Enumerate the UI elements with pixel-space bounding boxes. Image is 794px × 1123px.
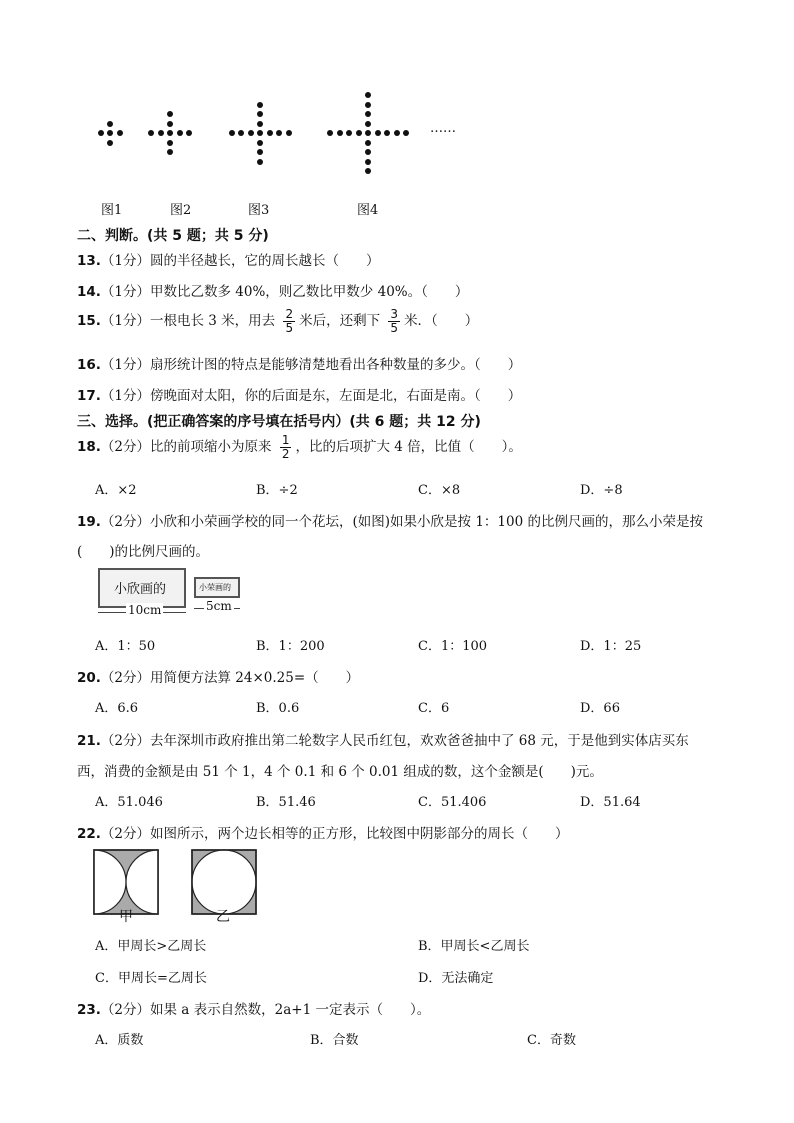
- question-17: [77, 384, 521, 404]
- option-19-c[interactable]: C．1：100: [418, 639, 488, 654]
- pattern-dot: [375, 130, 381, 136]
- fraction-denominator: 5: [285, 321, 294, 335]
- option-18-d[interactable]: D．÷8: [580, 483, 623, 498]
- option-23-a[interactable]: A．质数: [95, 1033, 144, 1048]
- figure-label-2: 图2: [170, 203, 192, 218]
- pattern-dot: [257, 140, 263, 146]
- option-20-b[interactable]: B．0.6: [256, 701, 300, 716]
- question-number: 14.: [77, 284, 101, 300]
- question-number: 19.: [77, 514, 101, 530]
- question-21-line2: 西，消费的金额是由 51 个 1，4 个 0.1 和 6 个 0.01 组成的数，这个金额是( )元。: [77, 764, 603, 780]
- option-19-b[interactable]: B．1：200: [256, 639, 325, 654]
- pattern-dot: [229, 130, 235, 136]
- question-text: ，比的后项扩大 4 倍，比值（ ）。: [295, 439, 522, 455]
- figure-label-4: 图4: [357, 203, 379, 218]
- question-number: 22.: [77, 826, 101, 842]
- pattern-dot: [167, 149, 173, 155]
- question-19-line1: [77, 510, 703, 530]
- option-23-b[interactable]: B．合数: [310, 1033, 359, 1048]
- question-14: [77, 280, 468, 300]
- option-21-a[interactable]: A．51.046: [95, 795, 163, 810]
- question-19-line2: ( )的比例尺画的。: [77, 544, 210, 560]
- pattern-dot: [167, 140, 173, 146]
- pattern-dot: [257, 159, 263, 165]
- section-title-judgement: 二、判断。(共 5 题；共 5 分): [77, 228, 269, 244]
- pattern-dot: [365, 102, 371, 108]
- question-number: 23.: [77, 1002, 101, 1018]
- pattern-dot: [384, 130, 390, 136]
- question-text: （2分）小欣和小荣画学校的同一个花坛，(如图)如果小欣是按 1：100 的比例尺画的，那么小荣是按: [100, 514, 703, 530]
- pattern-dot: [365, 149, 371, 155]
- question-text: （1分）一根电长 3 米，用去: [100, 313, 276, 329]
- option-18-a[interactable]: A．×2: [95, 483, 137, 498]
- option-22-b[interactable]: B．甲周长<乙周长: [418, 939, 530, 954]
- pattern-dot: [257, 130, 263, 136]
- pattern-dot: [107, 140, 113, 146]
- figure-label-3: 图3: [248, 203, 270, 218]
- question-15: [77, 308, 478, 335]
- pattern-dot: [158, 130, 164, 136]
- pattern-dot: [365, 111, 371, 117]
- drawing-caption: 小欣画的: [114, 582, 167, 597]
- figure-yi: [192, 850, 256, 914]
- question-number: 16.: [77, 357, 101, 373]
- figure-label-jia: 甲: [119, 909, 133, 925]
- pattern-dot: [167, 111, 173, 117]
- flowerbed-drawing-small: [194, 577, 240, 598]
- fraction-numerator: 2: [285, 307, 294, 321]
- question-text: （2分）去年深圳市政府推出第二轮数字人民币红包，欢欢爸爸抽中了 68 元，于是他到实体店买东: [100, 733, 689, 749]
- pattern-dot: [286, 130, 292, 136]
- question-text: （2分）比的前项缩小为原来: [100, 439, 272, 455]
- pattern-dot: [337, 130, 343, 136]
- question-23: [77, 998, 430, 1018]
- option-21-d[interactable]: D．51.64: [580, 795, 641, 810]
- length-label-small: 5cm: [206, 599, 232, 613]
- pattern-dot: [365, 159, 371, 165]
- question-text: （1分）傍晚面对太阳，你的后面是东，左面是北，右面是南。（ ）: [100, 388, 522, 404]
- question-number: 17.: [77, 388, 101, 404]
- pattern-dot: [117, 130, 123, 136]
- question-text: （1分）甲数比乙数多 40%，则乙数比甲数少 40%。（ ）: [100, 284, 469, 300]
- pattern-dot: [238, 130, 244, 136]
- question-text: （2分）如果 a 表示自然数，2a+1 一定表示（ ）。: [100, 1002, 431, 1018]
- shaded-squares-figure: [92, 848, 262, 928]
- question-13: [77, 249, 380, 269]
- pattern-dot: [365, 121, 371, 127]
- question-number: 20.: [77, 670, 101, 686]
- pattern-dot: [107, 121, 113, 127]
- pattern-dot: [257, 121, 263, 127]
- question-21-line1: [77, 729, 689, 749]
- question-number: 18.: [77, 439, 101, 455]
- pattern-dot: [167, 121, 173, 127]
- pattern-dot: [98, 130, 104, 136]
- option-21-b[interactable]: B．51.46: [256, 795, 316, 810]
- question-text: （1分）扇形统计图的特点是能够清楚地看出各种数量的多少。（ ）: [100, 357, 522, 373]
- option-20-a[interactable]: A．6.6: [95, 701, 139, 716]
- pattern-dot: [267, 130, 273, 136]
- flowerbed-drawing-big: [98, 568, 186, 608]
- option-20-c[interactable]: C．6: [418, 701, 450, 716]
- pattern-dot: [257, 149, 263, 155]
- question-number: 21.: [77, 733, 101, 749]
- pattern-dot: [394, 130, 400, 136]
- figure-ellipsis: ……: [430, 121, 456, 136]
- figure-jia: [94, 850, 158, 914]
- option-18-b[interactable]: B．÷2: [256, 483, 298, 498]
- pattern-dot: [346, 130, 352, 136]
- pattern-dot: [167, 130, 173, 136]
- question-text: （1分）圆的半径越长，它的周长越长（ ）: [100, 253, 380, 269]
- question-18: [77, 434, 522, 461]
- option-22-a[interactable]: A．甲周长>乙周长: [95, 939, 207, 954]
- question-text: 米后，还剩下: [299, 313, 381, 329]
- pattern-dot: [356, 130, 362, 136]
- question-text: （2分）用简便方法算 24×0.25=（ ）: [100, 670, 360, 686]
- option-18-c[interactable]: C．×8: [418, 483, 461, 498]
- question-22: [77, 822, 569, 842]
- question-20: [77, 666, 359, 686]
- option-20-d[interactable]: D．66: [580, 701, 620, 716]
- pattern-dot: [148, 130, 154, 136]
- section-title-choice: 三、选择。(把正确答案的序号填在括号内）(共 6 题；共 12 分): [77, 414, 481, 430]
- question-text: 米．（ ）: [404, 313, 479, 329]
- pattern-dot: [365, 92, 371, 98]
- fraction-denominator: 2: [281, 447, 290, 461]
- pattern-dot: [327, 130, 333, 136]
- fraction-denominator: 5: [390, 321, 399, 335]
- option-23-c[interactable]: C．奇数: [527, 1033, 576, 1048]
- figure-label-yi: 乙: [216, 909, 230, 925]
- pattern-dot: [365, 140, 371, 146]
- fraction-1-2: [280, 434, 292, 461]
- length-label-big: 10cm: [128, 603, 162, 617]
- pattern-dot: [365, 130, 371, 136]
- fraction-3-5: [388, 308, 400, 335]
- figure-label-1: 图1: [101, 203, 123, 218]
- option-19-a[interactable]: A．1：50: [95, 639, 156, 654]
- option-19-d[interactable]: D．1：25: [580, 639, 642, 654]
- pattern-dot: [186, 130, 192, 136]
- pattern-dot: [107, 130, 113, 136]
- question-16: [77, 353, 521, 373]
- option-22-d[interactable]: D．无法确定: [418, 971, 494, 986]
- fraction-numerator: 1: [281, 433, 290, 447]
- question-text: （2分）如图所示，两个边长相等的正方形，比较图中阴影部分的周长（ ）: [100, 826, 569, 842]
- pattern-dot: [257, 102, 263, 108]
- pattern-dot: [257, 111, 263, 117]
- pattern-dot: [403, 130, 409, 136]
- pattern-dot: [177, 130, 183, 136]
- question-number: 13.: [77, 253, 101, 269]
- fraction-numerator: 3: [390, 307, 399, 321]
- drawing-caption: 小荣画的: [199, 583, 231, 592]
- question-number: 15.: [77, 313, 101, 329]
- pattern-dot: [365, 168, 371, 174]
- pattern-dot: [248, 130, 254, 136]
- option-22-c[interactable]: C．甲周长=乙周长: [95, 971, 207, 986]
- fraction-2-5: [283, 308, 295, 335]
- pattern-dot: [276, 130, 282, 136]
- option-21-c[interactable]: C．51.406: [418, 795, 487, 810]
